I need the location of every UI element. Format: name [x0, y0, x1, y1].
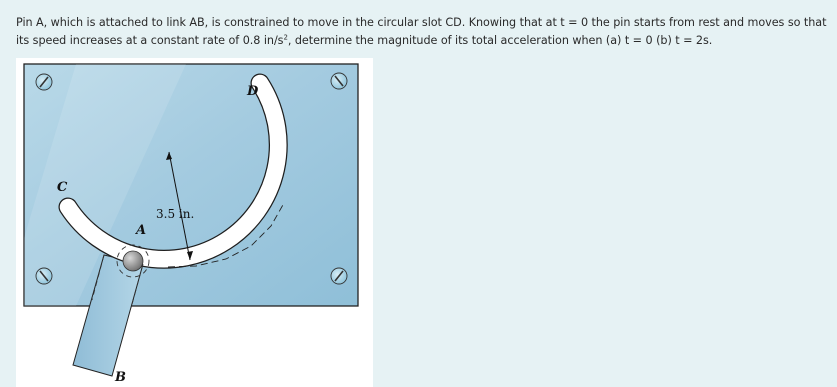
label-c: C [57, 180, 68, 195]
pin-a [123, 251, 143, 271]
problem-superscript: 2 [283, 33, 288, 42]
mechanism-diagram [16, 58, 373, 387]
label-b: B [115, 370, 126, 385]
radius-label: 3.5 in. [156, 207, 195, 221]
label-a: A [136, 223, 147, 238]
problem-statement [16, 14, 831, 50]
problem-text-part1: Pin A, which is attached to link AB, is constrained to move in the circular slot CD. Knowing that at t = 0 the pin starts from rest and moves so that its speed increases at a constant rate of 0.8 in/s [16, 16, 827, 47]
problem-figure [16, 58, 373, 387]
label-d: D [247, 84, 259, 99]
screw-icon [36, 74, 52, 90]
screw-icon [331, 73, 347, 89]
screw-icon [36, 268, 52, 284]
problem-text-part2: , determine the magnitude of its total acceleration when (a) t = 0 (b) t = 2s. [287, 34, 713, 47]
screw-icon [331, 268, 347, 284]
